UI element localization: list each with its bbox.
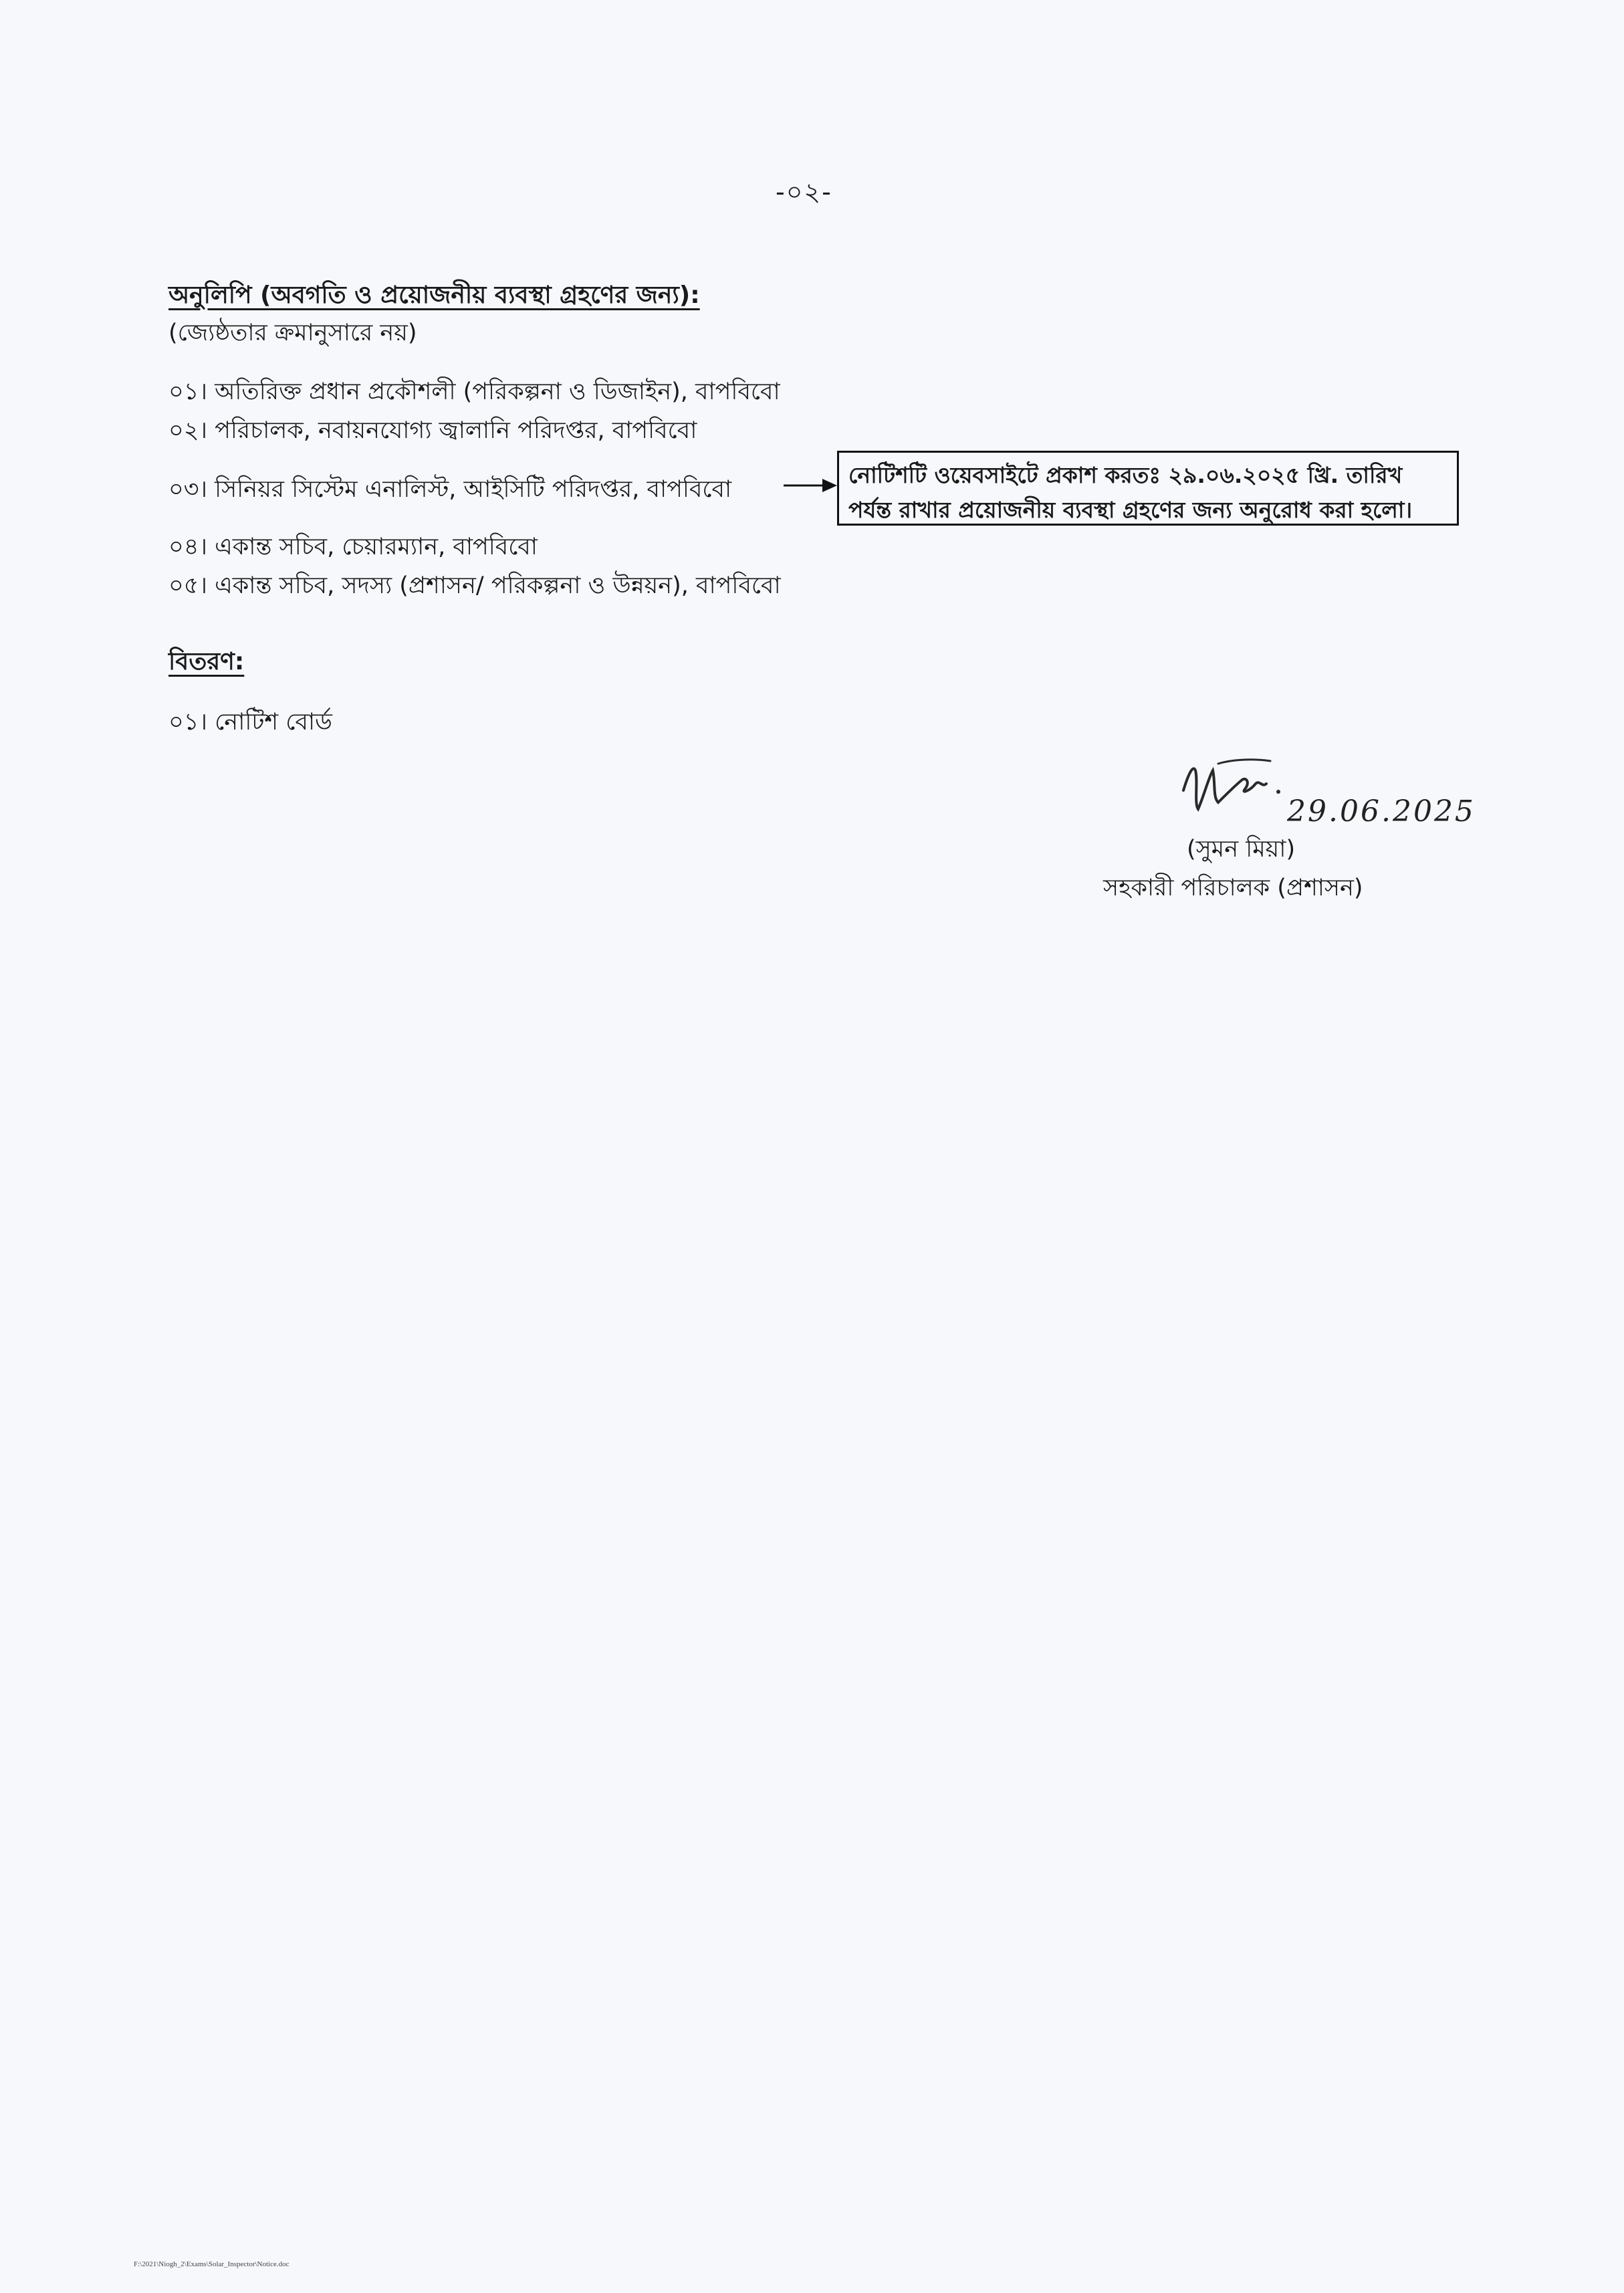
copy-list-item: ০৩। সিনিয়র সিস্টেম এনালিস্ট, আইসিটি পরিদপ্তর, বাপবিবো bbox=[168, 476, 732, 503]
distribution-heading: বিতরণ: bbox=[168, 648, 245, 675]
copy-heading: অনুলিপি (অবগতি ও প্রয়োজনীয় ব্যবস্থা গ্রহণের জন্য): bbox=[168, 282, 700, 309]
distribution-list-item: ০১। নোটিশ বোর্ড bbox=[168, 709, 332, 736]
copy-list-item: ০৪। একান্ত সচিব, চেয়ারম্যান, বাপবিবো bbox=[168, 534, 538, 560]
signer-name: (সুমন মিয়া) bbox=[1187, 836, 1296, 863]
copy-list-item: ০২। পরিচালক, নবায়নযোগ্য জ্বালানি পরিদপ্তর, বাপবিবো bbox=[168, 417, 697, 444]
copy-subnote: (জ্যেষ্ঠতার ক্রমানুসারে নয়) bbox=[168, 320, 417, 346]
page-number: -০২- bbox=[776, 177, 832, 207]
signer-title: সহকারী পরিচালক (প্রশাসন) bbox=[1103, 875, 1363, 901]
arrow-right-icon bbox=[784, 472, 837, 499]
copy-list-item: ০৫। একান্ত সচিব, সদস্য (প্রশাসন/ পরিকল্পনা ও উন্নয়ন), বাপবিবো bbox=[168, 572, 781, 599]
notice-line-2: পর্যন্ত রাখার প্রয়োজনীয় ব্যবস্থা গ্রহণের জন্য অনুরোধ করা হলো। bbox=[848, 497, 1413, 523]
notice-box bbox=[837, 451, 1459, 526]
notice-line-1: নোটিশটি ওয়েবসাইটে প্রকাশ করতঃ ২৯.০৬.২০২৫ খ্রি. তারিখ bbox=[848, 462, 1403, 488]
copy-list-item: ০১। অতিরিক্ত প্রধান প্রকৌশলী (পরিকল্পনা ও ডিজাইন), বাপবিবো bbox=[168, 378, 780, 405]
signature-date: 29.06.2025 bbox=[1287, 794, 1476, 829]
file-path-footer: F:\2021\Niogh_2\Exams\Solar_Inspector\Notice.doc bbox=[134, 2260, 289, 2268]
